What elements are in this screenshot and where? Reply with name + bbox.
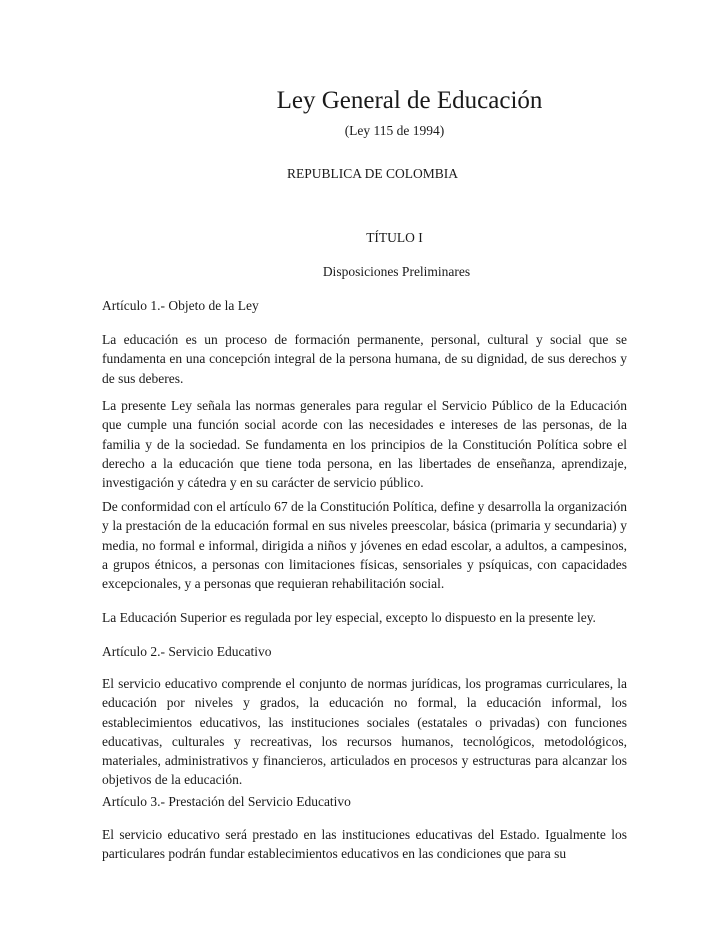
title-heading: TÍTULO I [366, 230, 423, 245]
article-1-paragraph-1: La educación es un proceso de formación permanente, personal, cultural y social que se fundamenta en una concepción integral de la persona humana, de su dignidad, de sus derechos y de sus deberes. [102, 332, 627, 386]
article-1-paragraph-3: De conformidad con el artículo 67 de la Constitución Política, define y desarrolla la organización y la prestación de la educación formal en sus niveles preescolar, básica (primaria y secundaria) y media, no formal e informal, dirigida a niños y jóvenes en edad escolar, a adultos, a campesinos, a grupos étnicos, a personas con limitaciones físicas, sensoriales y psíquicas, con capacidades excepcionales, y a personas que requieran rehabilitación social. [102, 499, 627, 592]
article-1-paragraph-4: La Educación Superior es regulada por ley especial, excepto lo dispuesto en la presente ley. [102, 610, 596, 625]
article-1-heading: Artículo 1.- Objeto de la Ley [102, 298, 259, 313]
article-2-heading: Artículo 2.- Servicio Educativo [102, 644, 272, 659]
country-heading: REPUBLICA DE COLOMBIA [286, 166, 458, 181]
article-1-paragraph-2: La presente Ley señala las normas generales para regular el Servicio Público de la Educación que cumple una función social acorde con las necesidades e intereses de las personas, de la familia y de la sociedad. Se fundamenta en los principios de la Constitución Política sobre el derecho a la educación que tiene toda persona, en las libertades de enseñanza, aprendizaje, investigación y cátedra y en su carácter de servicio público. [102, 398, 627, 491]
document-title: Ley General de Educación [276, 87, 543, 114]
article-3-heading: Artículo 3.- Prestación del Servicio Educativo [102, 794, 351, 809]
law-number: (Ley 115 de 1994) [344, 123, 445, 138]
article-3-paragraph-1: El servicio educativo será prestado en las instituciones educativas del Estado. Igualmente los particulares podrán fundar establecimientos educativos en las condiciones que para su [102, 827, 627, 862]
title-name: Disposiciones Preliminares [322, 264, 471, 279]
article-2-paragraph-1: El servicio educativo comprende el conjunto de normas jurídicas, los programas curriculares, la educación por niveles y grados, la educación no formal, la educación informal, los establecimientos educativos, las instituciones sociales (estatales o privadas) con funciones educativas, culturales y recreativas, los recursos humanos, tecnológicos, metodológicos, materiales, administrativos y financieros, articulados en procesos y estructuras para alcanzar los objetivos de la educación. [102, 676, 627, 788]
